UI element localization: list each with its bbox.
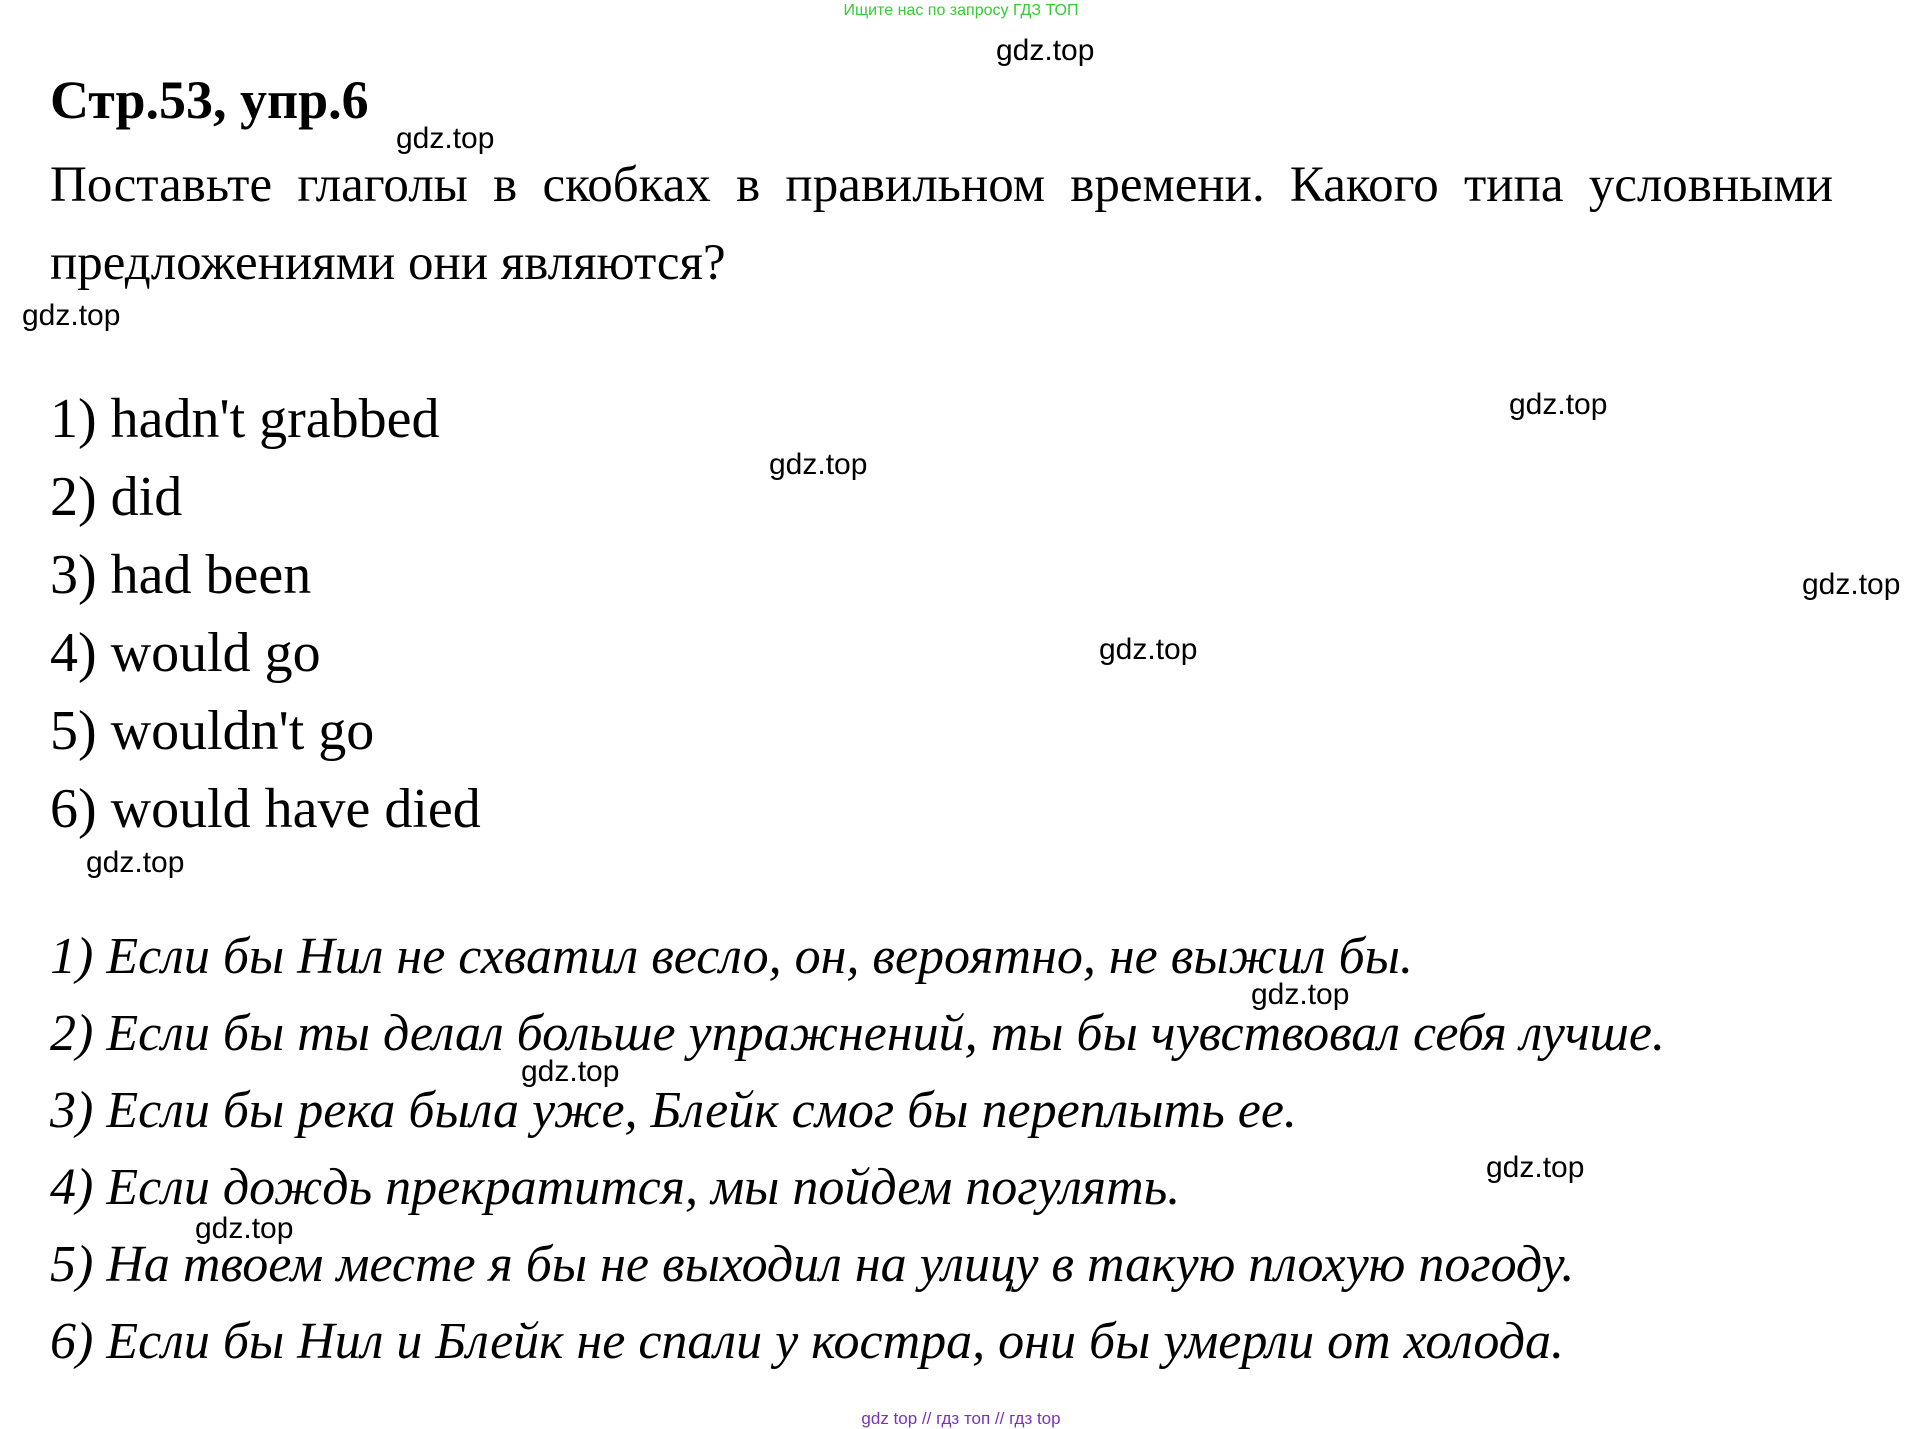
watermark: gdz.top [86,846,185,879]
exercise-instruction: Поставьте глаголы в скобках в правильном времени. Какого типа условными предложениями они являются? [50,157,1833,291]
top-banner: Ищите нас по запросу ГДЗ ТОП [843,2,1079,19]
watermark: gdz.top [1802,568,1901,601]
answer-item: 3) had been [50,544,312,606]
page-title: Стр.53, упр.6 [50,70,369,130]
watermark: gdz.top [1099,633,1198,666]
footer-watermark: gdz top // гдз топ // гдз top [861,1409,1061,1428]
answer-item: 5) wouldn't go [50,700,375,762]
watermark: gdz.top [396,122,495,155]
answer-item: 2) did [50,466,183,528]
answer-item: 6) would have died [50,778,481,840]
translation-item: 1) Если бы Нил не схватил весло, он, вероятно, не выжил бы. [50,928,1413,985]
translation-list [50,918,1665,1380]
translation-item: 4) Если дождь прекратится, мы пойдем погулять. [50,1159,1181,1216]
translation-item: 3) Если бы река была уже, Блейк смог бы переплыть ее. [50,1082,1297,1139]
watermark: gdz.top [996,34,1095,67]
watermark: gdz.top [1251,978,1350,1011]
watermark: gdz.top [1509,388,1608,421]
watermark: gdz.top [1486,1151,1585,1184]
watermark: gdz.top [521,1055,620,1088]
answer-list [50,380,481,848]
watermark: gdz.top [195,1212,294,1245]
answer-item: 4) would go [50,622,321,684]
translation-item: 6) Если бы Нил и Блейк не спали у костра, они бы умерли от холода. [50,1313,1565,1370]
translation-item: 2) Если бы ты делал больше упражнений, ты бы чувствовал себя лучше. [50,1005,1665,1062]
watermark: gdz.top [22,299,121,332]
watermark: gdz.top [769,448,868,481]
answer-item: 1) hadn't grabbed [50,388,440,450]
translation-item: 5) На твоем месте я бы не выходил на улицу в такую плохую погоду. [50,1236,1575,1293]
